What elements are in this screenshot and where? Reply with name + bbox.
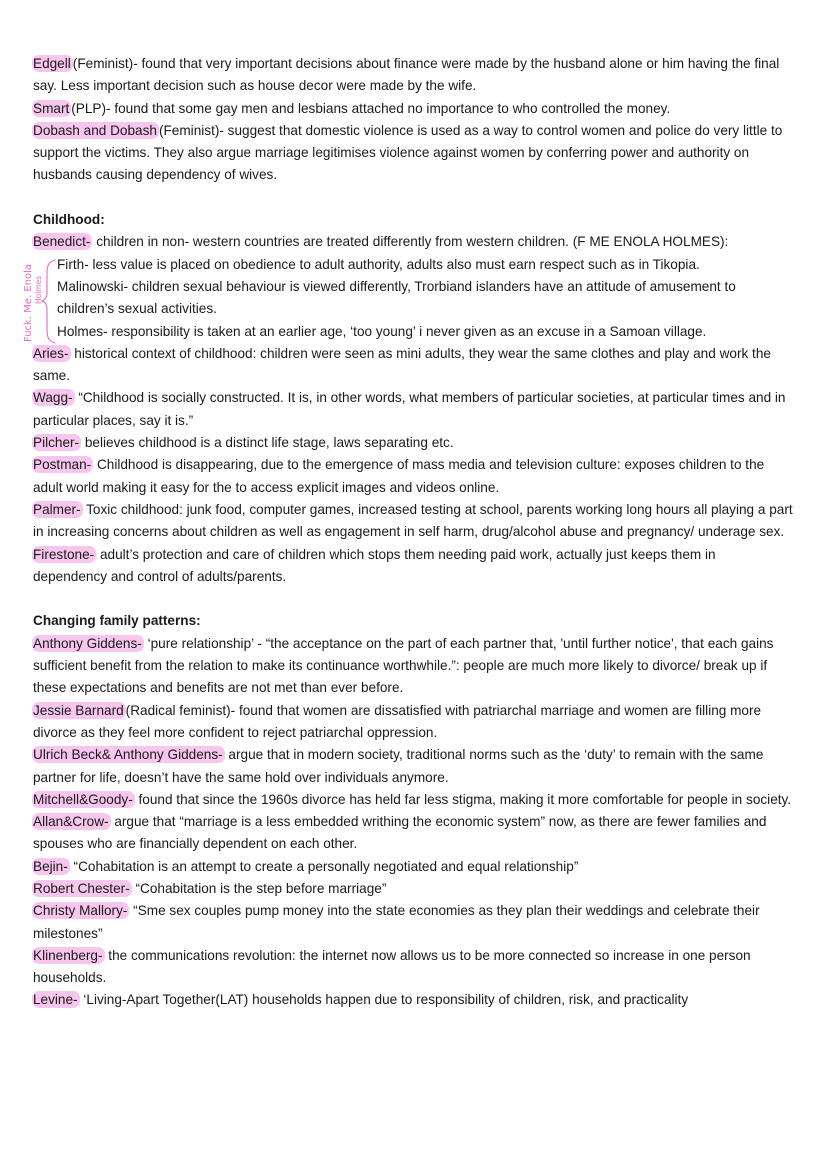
entry-continuation: partner for life, doesn’t have the same hold over individuals anymore.: [33, 769, 449, 785]
highlighted-name: Mitchell&Goody-: [33, 791, 133, 807]
entry-bejin: Bejin- “Cohabitation is an attempt to create a personally negotiated and equal relationship”: [33, 858, 579, 874]
highlighted-name: Levine-: [33, 992, 78, 1008]
heading-changing-family-patterns: Changing family patterns:: [33, 613, 201, 629]
highlighted-name: Allan&Crow-: [33, 814, 109, 830]
entry-continuation: households.: [33, 970, 107, 986]
entry-chester: Robert Chester- “Cohabitation is the step before marriage”: [33, 880, 387, 896]
entry-wagg: Wagg- “Childhood is socially constructed. It is, in other words, what members of particular societies, at particular times and in: [33, 390, 786, 406]
highlighted-name: Wagg-: [33, 390, 73, 406]
spacer: [33, 187, 803, 209]
entry-barnard: Jessie Barnard (Radical feminist)- found that women are dissatisfied with patriarchal marriage and women are filling more: [33, 702, 762, 718]
sub-entry-holmes: Holmes- responsibility is taken at an earlier age, ‘too young’ i never given as an excuse in a Samoan village.: [57, 323, 707, 339]
entry-firestone: Firestone- adult’s protection and care of children which stops them needing paid work, actually just keeps them in: [33, 546, 716, 562]
entry-edgell: Edgell (Feminist)- found that very important decisions about finance were made by the husband alone or him having the final: [33, 56, 780, 71]
entry-smart: Smart (PLP)- found that some gay men and lesbians attached no importance to who controlled the money.: [33, 100, 671, 116]
entry-klinenberg: Klinenberg- the communications revolution: the internet now allows us to be more connected so increase in one person: [33, 947, 751, 963]
entry-benedict: Benedict- children in non- western countries are treated differently from western children. (F ME ENOLA HOLMES):: [33, 234, 729, 250]
entry-continuation: milestones”: [33, 925, 103, 941]
highlighted-name: Firestone-: [33, 546, 95, 562]
spacer: [33, 588, 803, 610]
entry-palmer: Palmer- Toxic childhood: junk food, computer games, increased testing at school, parents working long hours all playing a part: [33, 501, 793, 517]
sub-entry-malinowski: Malinowski- children sexual behaviour is viewed differently, Trorbiand islanders have an attitude of amusement to: [57, 278, 736, 294]
handwritten-annotation: [20, 256, 54, 346]
entry-continuation: divorce as they feel more confident to reject patriarchal oppression.: [33, 724, 438, 740]
entry-continuation: in increasing concerns about children as well as engagement in self harm, drug/alcohol abuse and pregnancy/ underage sex.: [33, 524, 785, 540]
highlighted-name: Smart: [33, 100, 70, 116]
sub-entry-firth: Firth- less value is placed on obedience to adult authority, adults also must earn respect such as in Tikopia.: [57, 256, 700, 272]
highlighted-name: Bejin-: [33, 858, 68, 874]
entry-aries: Aries- historical context of childhood: children were seen as mini adults, they wear the same clothes and play and work the: [33, 345, 771, 361]
entry-continuation: say. Less important decision such as house decor were made by the wife.: [33, 78, 477, 94]
entry-postman: Postman- Childhood is disappearing, due to the emergence of mass media and television culture: exposes children to the: [33, 457, 765, 473]
entry-continuation: husbands causing dependency of wives.: [33, 167, 278, 183]
highlighted-name: Postman-: [33, 457, 92, 473]
annotation-line1: Fuck. Me. Enola: [23, 263, 34, 342]
sub-entry-continuation: children’s sexual activities.: [57, 301, 217, 317]
entry-continuation: adult world making it easy for the to access explicit images and videos online.: [33, 479, 500, 495]
brace-icon: [20, 256, 56, 346]
highlighted-name: Palmer-: [33, 501, 81, 517]
entry-mallory: Christy Mallory- “Sme sex couples pump money into the state economies as they plan their weddings and celebrate their: [33, 903, 760, 919]
entry-giddens: Anthony Giddens- ‘pure relationship’ - “the acceptance on the part of each partner that, 'until further notice', that each gains: [33, 635, 774, 651]
highlighted-name: Anthony Giddens-: [33, 635, 142, 651]
entry-allan-crow: Allan&Crow- argue that “marriage is a less embedded writhing the economic system” now, as there are fewer families and: [33, 814, 767, 830]
entry-levine: Levine- ‘Living-Apart Together(LAT) households happen due to responsibility of children, risk, and practicality: [33, 992, 689, 1008]
entry-continuation: particular places, say it is.”: [33, 412, 194, 428]
highlighted-name: Dobash and Dobash: [33, 122, 157, 138]
highlighted-name: Edgell: [33, 56, 71, 71]
entry-continuation: sufficient benefit from the relation to make its continuance worthwhile.”: people are much more likely to divorce/ break up if: [33, 658, 768, 674]
highlighted-name: Aries-: [33, 345, 69, 361]
document-page: [33, 53, 803, 1012]
entry-continuation: dependency and control of adults/parents.: [33, 568, 287, 584]
annotation-line2: Holmes: [34, 275, 43, 304]
entry-mitchell-goody: Mitchell&Goody- found that since the 1960s divorce has held far less stigma, making it more comfortable for people in society.: [33, 791, 792, 807]
entry-dobash: Dobash and Dobash (Feminist)- suggest that domestic violence is used as a way to control women and police do very little to: [33, 122, 783, 138]
highlighted-name: Christy Mallory-: [33, 903, 128, 919]
highlighted-name: Robert Chester-: [33, 880, 130, 896]
entry-continuation: these expectations and benefits are not met than ever before.: [33, 680, 404, 696]
highlighted-name: Klinenberg-: [33, 947, 103, 963]
entry-continuation: same.: [33, 368, 71, 384]
highlighted-name: Jessie Barnard: [33, 702, 124, 718]
highlighted-name: Pilcher-: [33, 435, 80, 451]
entry-beck-giddens: Ulrich Beck& Anthony Giddens- argue that in modern society, traditional norms such as the ‘duty’ to remain with the same: [33, 747, 764, 763]
heading-childhood: Childhood:: [33, 212, 105, 228]
highlighted-name: Ulrich Beck& Anthony Giddens-: [33, 747, 223, 763]
entry-pilcher: Pilcher- believes childhood is a distinct life stage, laws separating etc.: [33, 435, 454, 451]
entry-continuation: support the victims. They also argue marriage legitimises violence against women by conferring power and authority on: [33, 145, 750, 161]
highlighted-name: Benedict-: [33, 234, 91, 250]
entry-continuation: spouses who are financially dependent on each other.: [33, 836, 358, 852]
